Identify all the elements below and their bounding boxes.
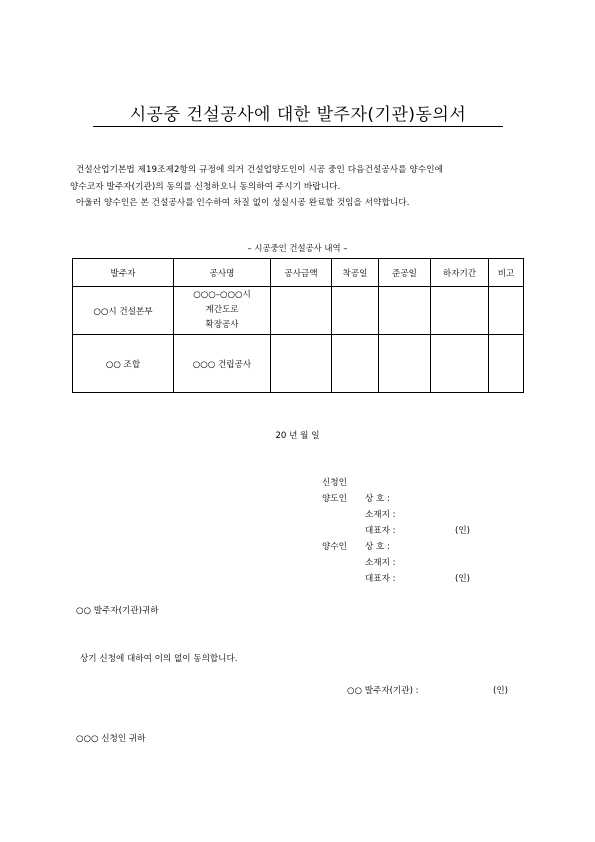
cell-completion-date [379, 335, 431, 393]
transferee-trade-name-label: 상 호 : [365, 542, 390, 552]
header-start-date: 착공일 [332, 259, 379, 287]
intro-line-2: 양수코자 발주자(기관)의 동의를 신청하오니 동의하여 주시기 바랍니다. [70, 182, 341, 192]
transferor-trade-name-label: 상 호 : [365, 494, 390, 504]
transferee-label: 양수인 [322, 542, 347, 552]
cell-owner: ○○시 건설본부 [73, 287, 174, 335]
header-amount: 공사금액 [271, 259, 332, 287]
header-project-name: 공사명 [174, 259, 271, 287]
header-warranty-period: 하자기간 [431, 259, 489, 287]
intro-line-1: 건설산업기본법 제19조제2항의 규정에 의거 건설업양도인이 시공 중인 다음건설공사를 양수인에 [76, 165, 444, 175]
project-name-line: 계간도로 [205, 305, 239, 315]
transferee-seal: (인) [455, 574, 471, 584]
cell-warranty-period [431, 335, 489, 393]
header-owner: 발주자 [73, 259, 174, 287]
header-completion-date: 준공일 [379, 259, 431, 287]
cell-owner: ○○ 조합 [73, 335, 174, 393]
cell-amount [271, 287, 332, 335]
applicant-heading: 신청인 [322, 478, 347, 488]
cell-completion-date [379, 287, 431, 335]
project-name-line: ○○○–○○○시 [193, 290, 251, 300]
cell-project-name: ○○○ 건립공사 [174, 335, 271, 393]
addressee-line: ○○ 발주자(기관)귀하 [76, 606, 159, 616]
transferee-representative-label: 대표자 : [365, 574, 396, 584]
transferor-representative-label: 대표자 : [365, 526, 396, 536]
cell-remarks [489, 287, 524, 335]
cell-remarks [489, 335, 524, 393]
cell-start-date [332, 335, 379, 393]
cell-start-date [332, 287, 379, 335]
transferee-location-label: 소재지 : [365, 558, 396, 568]
document-title: 시공중 건설공사에 대한 발주자(기관)동의서 [129, 105, 467, 125]
table-row [73, 287, 524, 335]
title-underline [93, 126, 503, 127]
cell-warranty-period [431, 287, 489, 335]
table-row [73, 335, 524, 393]
table-caption: – 시공중인 건설공사 내역 – [247, 243, 348, 253]
transferor-label: 양도인 [322, 494, 347, 504]
table-header-row [73, 259, 524, 287]
cell-amount [271, 335, 332, 393]
consent-seal: (인) [493, 686, 509, 696]
consent-signer-label: ○○ 발주자(기관) : [347, 686, 419, 696]
transferor-seal: (인) [455, 526, 471, 536]
date-line: 20 년 월 일 [275, 431, 320, 441]
transferor-location-label: 소재지 : [365, 510, 396, 520]
header-remarks: 비고 [489, 259, 524, 287]
intro-line-3: 아울러 양수인은 본 건설공사를 인수하여 차질 없이 성실시공 완료할 것임을 서약합니다. [76, 198, 410, 208]
consent-text: 상기 신청에 대하여 이의 없이 동의합니다. [80, 654, 238, 664]
cell-project-name [174, 287, 271, 335]
construction-work-table [72, 258, 524, 393]
project-name-line: 확장공사 [205, 320, 239, 330]
footer-addressee: ○○○ 신청인 귀하 [76, 734, 146, 744]
